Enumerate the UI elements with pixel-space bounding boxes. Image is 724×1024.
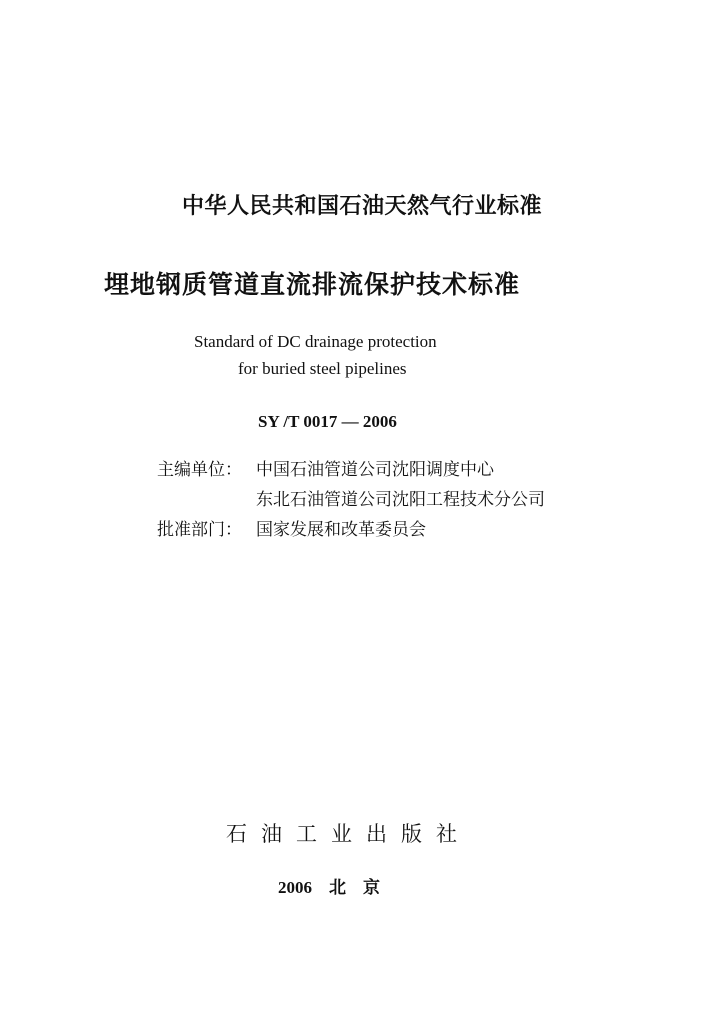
standard-code: SY /T 0017 — 2006 <box>258 412 397 431</box>
approver-organization: 国家发展和改革委员会 <box>256 520 426 540</box>
approver-label: 批准部门： <box>157 520 242 540</box>
chief-editor-organization-1: 中国石油管道公司沈阳调度中心 <box>256 460 494 480</box>
industry-standard-heading: 中华人民共和国石油天然气行业标准 <box>181 194 542 219</box>
document-title-english-line1: Standard of DC drainage protection <box>194 332 437 351</box>
publisher-name: 石油工业出版社 <box>226 822 471 846</box>
document-title-chinese: 埋地钢质管道直流排流保护技术标准 <box>104 270 521 299</box>
publication-year-place: 2006 北 京 <box>278 878 380 897</box>
chief-editor-organization-2: 东北石油管道公司沈阳工程技术分公司 <box>256 490 545 510</box>
chief-editor-label: 主编单位： <box>157 460 242 480</box>
document-title-english-line2: for buried steel pipelines <box>238 359 407 378</box>
